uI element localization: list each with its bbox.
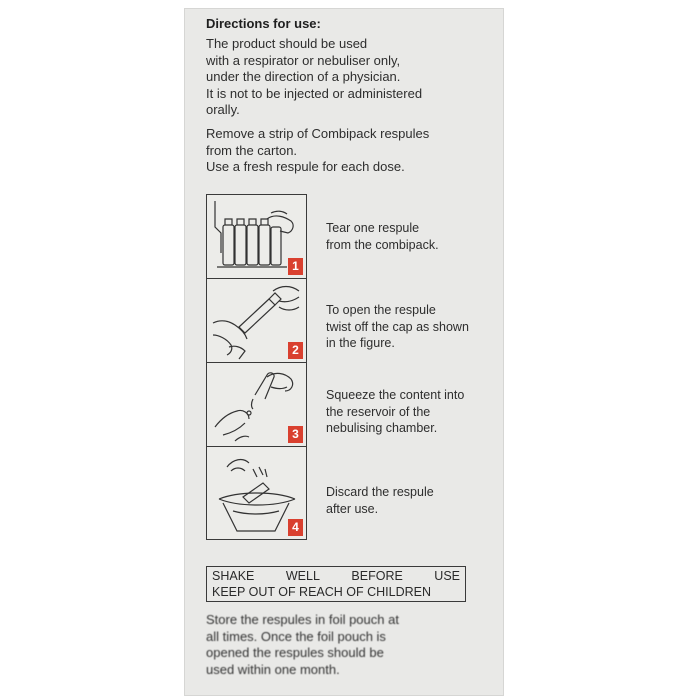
text-line: Squeeze the content into <box>326 388 465 402</box>
step-number-badge: 1 <box>288 258 303 275</box>
text-line: The product should be used <box>206 36 368 51</box>
text-line: Remove a strip of Combipack respules <box>206 126 430 141</box>
step-2-text <box>326 302 469 352</box>
text-line: from the combipack. <box>326 237 439 252</box>
directions-title: Directions for use: <box>206 16 321 31</box>
text-line: orally. <box>206 102 240 117</box>
step-number-badge: 2 <box>288 342 303 359</box>
text-line: It is not to be injected or administered <box>206 85 423 101</box>
keep-out-of-reach-line: KEEP OUT OF REACH OF CHILDREN <box>212 585 432 599</box>
steps-illustration-box <box>206 194 307 540</box>
directions-paragraph-remove <box>206 126 429 176</box>
text-line: in the figure. <box>326 336 395 350</box>
step-1-text <box>326 220 439 253</box>
warning-word: WELL <box>285 569 320 583</box>
text-line: Discard the respule <box>326 485 434 499</box>
step-3-illustration <box>207 363 306 447</box>
step-4-text <box>326 484 434 517</box>
shake-well-line <box>212 569 460 583</box>
text-line: with a respirator or nebuliser only, <box>206 52 401 68</box>
step-number-badge: 3 <box>288 426 303 443</box>
step-2-illustration <box>207 279 306 363</box>
text-line: the reservoir of the <box>326 404 431 419</box>
step-number-badge: 4 <box>288 519 303 536</box>
warning-word: BEFORE <box>351 569 403 583</box>
step-3-text <box>326 387 464 437</box>
text-line: Store the respules in foil pouch at <box>206 612 399 627</box>
text-line: To open the respule <box>326 303 436 317</box>
step-4-illustration <box>207 447 306 539</box>
text-line: Use a fresh respule for each dose. <box>206 159 405 174</box>
text-line: after use. <box>326 501 379 516</box>
text-line: under the direction of a physician. <box>206 69 401 84</box>
storage-instructions <box>206 612 399 678</box>
directions-paragraph-usage <box>206 36 422 119</box>
text-line: opened the respules should be <box>206 645 384 660</box>
step-1-illustration <box>207 195 306 279</box>
warning-word: SHAKE <box>212 569 255 583</box>
text-line: used within one month. <box>206 661 340 677</box>
instruction-leaflet <box>184 8 504 696</box>
text-line: Tear one respule <box>326 221 420 235</box>
text-line: twist off the cap as shown <box>326 319 469 334</box>
warning-word: USE <box>434 569 460 583</box>
text-line: nebulising chamber. <box>326 421 438 435</box>
text-line: all times. Once the foil pouch is <box>206 628 386 644</box>
text-line: from the carton. <box>206 142 298 158</box>
warning-box <box>206 566 466 602</box>
